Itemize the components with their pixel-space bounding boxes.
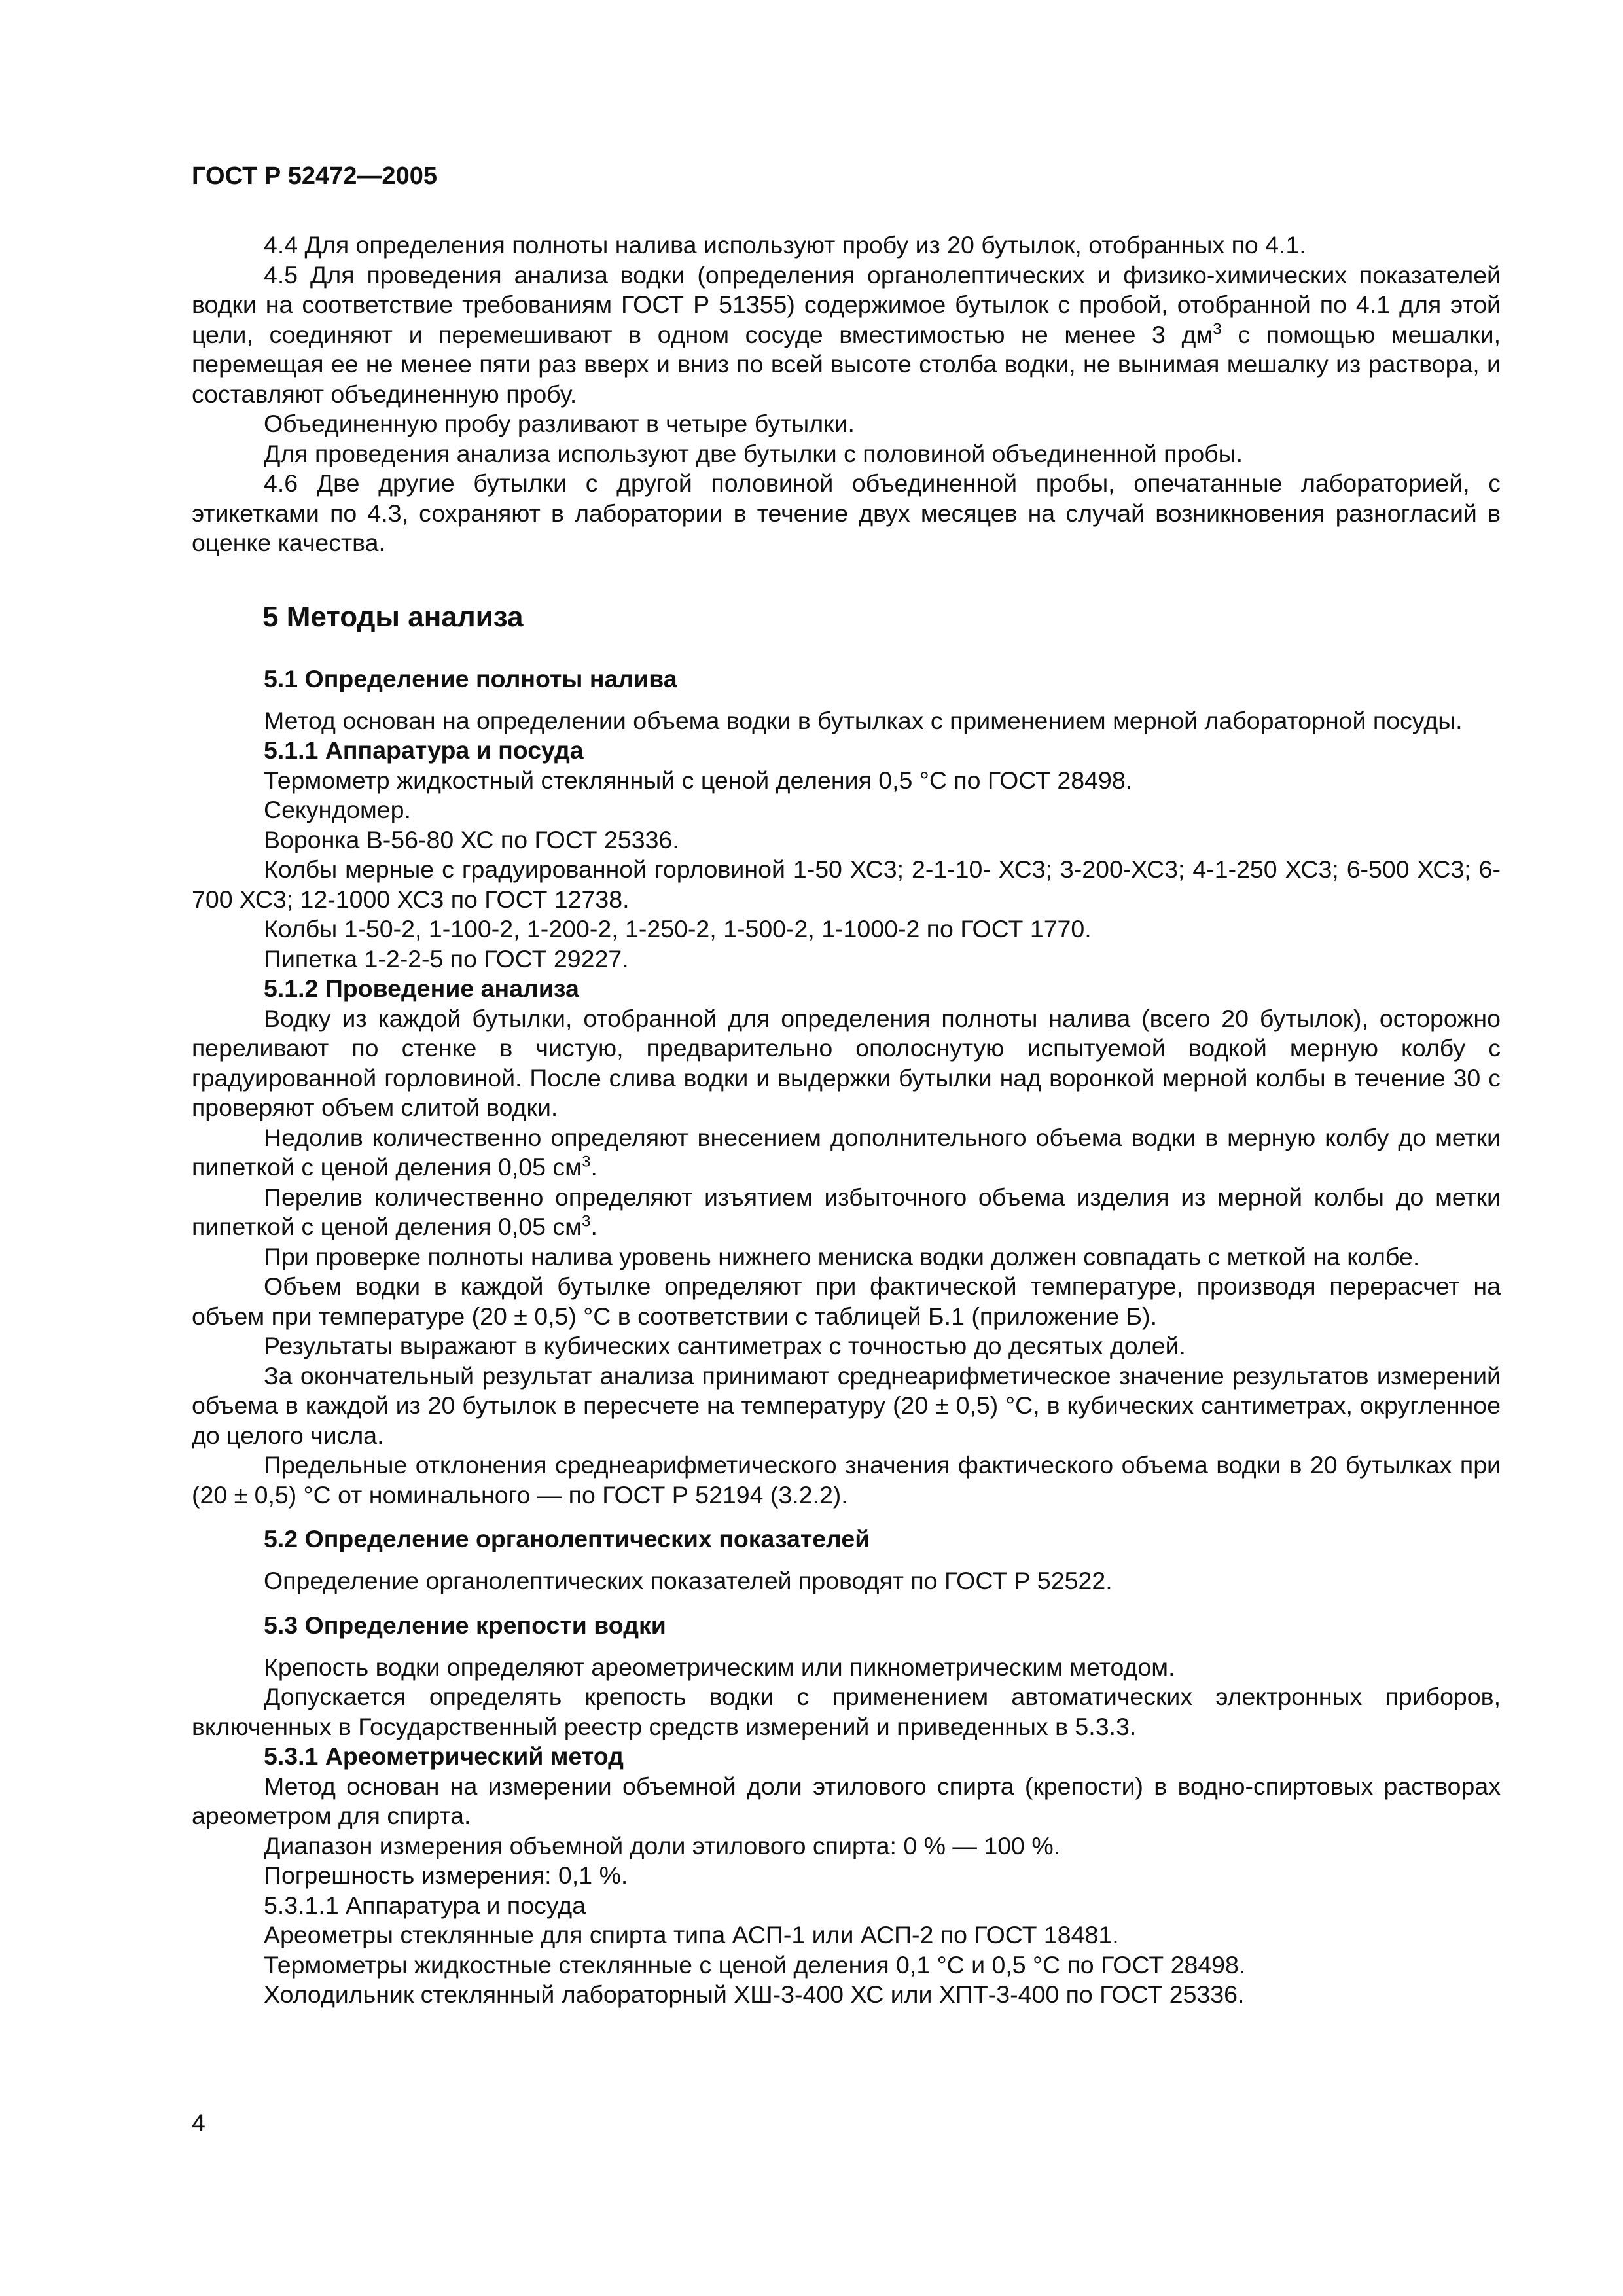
heading-5-3-1: 5.3.1 Ареометрический метод bbox=[264, 1742, 624, 1770]
page-number: 4 bbox=[192, 2109, 205, 2136]
period: . bbox=[590, 1153, 597, 1181]
paragraph-4-4: 4.4 Для определения полноты налива используют пробу из 20 бутылок, отобранных по 4.1. bbox=[264, 231, 1306, 259]
paragraph-5-1-2-b bbox=[192, 1123, 1501, 1183]
paragraph-4-6: 4.6 Две другие бутылки с другой половиной объединенной пробы, опечатанные лабораторией, с этикетками по 4.3, сохраняют в лаборатории в течение двух месяцев на случай возникновения разногласий в оценке качества. bbox=[192, 469, 1501, 556]
paragraph-5-1-2-d: При проверке полноты налива уровень нижнего мениска водки должен совпадать с меткой на колбе. bbox=[264, 1242, 1420, 1270]
equipment-item: Колбы мерные с градуированной горловиной 1-50 ХС3; 2-1-10- ХС3; 3-200-ХС3; 4-1-250 ХС3; 6-500 ХС3; 6-700 ХС3; 12-1000 ХС3 по ГОСТ 12738. bbox=[192, 855, 1501, 913]
paragraph-4-5 bbox=[192, 260, 1501, 410]
paragraph-5-1-2-b-text: Недолив количественно определяют внесением дополнительного объема водки в мерную колбу до метки пипеткой с ценой деления 0,05 см bbox=[192, 1123, 1501, 1181]
paragraph-5-3-1-b: Диапазон измерения объемной доли этилового спирта: 0 % — 100 %. bbox=[264, 1831, 1061, 1859]
paragraph-5-1-2-c-text: Перелив количественно определяют изъятием избыточного объема изделия из мерной колбы до метки пипеткой с ценой деления 0,05 см bbox=[192, 1183, 1501, 1240]
paragraph-5-3-1-c: Погрешность измерения: 0,1 %. bbox=[264, 1861, 628, 1889]
paragraph-5-2: Определение органолептических показателей проводят по ГОСТ Р 52522. bbox=[264, 1567, 1113, 1594]
subsection-heading-5-3: 5.3 Определение крепости водки bbox=[264, 1611, 666, 1639]
paragraph-4-5-tail: с помощью мешалки, перемещая ее не менее пяти раз вверх и вниз по всей высоте столба водки, не вынимая мешалку из раствора, и составляют объединенную пробу. bbox=[192, 320, 1501, 408]
subsection-heading-5-1: 5.1 Определение полноты налива bbox=[264, 664, 677, 692]
equipment-item: Колбы 1-50-2, 1-100-2, 1-200-2, 1-250-2, 1-500-2, 1-1000-2 по ГОСТ 1770. bbox=[264, 915, 1092, 942]
heading-5-1-2: 5.1.2 Проведение анализа bbox=[264, 975, 579, 1002]
paragraph-pour: Объединенную пробу разливают в четыре бутылки. bbox=[264, 410, 855, 437]
paragraph-5-1-intro: Метод основан на определении объема водки в бутылках с применением мерной лабораторной посуды. bbox=[264, 706, 1463, 734]
equipment-item: Пипетка 1-2-2-5 по ГОСТ 29227. bbox=[264, 944, 629, 973]
superscript: 3 bbox=[581, 1212, 591, 1230]
equipment-item: Секундомер. bbox=[264, 796, 411, 823]
period: . bbox=[590, 1213, 597, 1240]
paragraph-5-3-b: Допускается определять крепость водки с применением автоматических электронных приборов, включенных в Государственный реестр средств измерений и приведенных в 5.3.3. bbox=[192, 1683, 1501, 1740]
paragraph-5-3-a: Крепость водки определяют ареометрическим или пикнометрическим методом. bbox=[264, 1653, 1175, 1681]
superscript: 3 bbox=[581, 1153, 591, 1171]
document-body bbox=[192, 230, 1501, 2010]
equipment-item: Ареометры стеклянные для спирта типа АСП-1 или АСП-2 по ГОСТ 18481. bbox=[264, 1921, 1119, 1948]
equipment-item: Воронка В-56-80 ХС по ГОСТ 25336. bbox=[264, 825, 679, 853]
document-header: ГОСТ Р 52472—2005 bbox=[192, 162, 437, 190]
paragraph-5-1-2-e: Объем водки в каждой бутылке определяют при фактической температуре, производя перерасчет на объем при температуре (20 ± 0,5) °С в соответствии с таблицей Б.1 (приложение Б). bbox=[192, 1272, 1501, 1330]
heading-5-1-1: 5.1.1 Аппаратура и посуда bbox=[264, 736, 584, 764]
paragraph-5-1-2-f: Результаты выражают в кубических сантиметрах с точностью до десятых долей. bbox=[264, 1332, 1186, 1359]
equipment-item: Термометр жидкостный стеклянный с ценой деления 0,5 °С по ГОСТ 28498. bbox=[264, 766, 1133, 794]
superscript: 3 bbox=[1213, 320, 1222, 338]
paragraph-5-1-2-c bbox=[192, 1183, 1501, 1242]
heading-5-3-1-1: 5.3.1.1 Аппаратура и посуда bbox=[264, 1891, 586, 1919]
paragraph-4-5-text: 4.5 Для проведения анализа водки (определения органолептических и физико-химических показателей водки на соответствие требованиям ГОСТ Р 51355) содержимое бутылок с пробой, отобранной по 4.1 для этой цели, соединяют и перемешивают в одном сосуде вместимостью не менее 3 дм bbox=[192, 260, 1501, 348]
equipment-item: Холодильник стеклянный лабораторный ХШ-3-400 ХС или ХПТ-3-400 по ГОСТ 25336. bbox=[264, 1981, 1245, 2008]
equipment-item: Термометры жидкостные стеклянные с ценой деления 0,1 °С и 0,5 °С по ГОСТ 28498. bbox=[264, 1950, 1246, 1979]
section-heading-5: 5 Методы анализа bbox=[262, 600, 524, 633]
paragraph-5-1-2-h: Предельные отклонения среднеарифметического значения фактического объема водки в 20 бутылках при (20 ± 0,5) °С от номинального — по ГОСТ Р 52194 (3.2.2). bbox=[192, 1451, 1501, 1509]
paragraph-two-bottles: Для проведения анализа используют две бутылки с половиной объединенной пробы. bbox=[264, 439, 1243, 467]
subsection-heading-5-2: 5.2 Определение органолептических показателей bbox=[264, 1525, 870, 1552]
paragraph-5-3-1-a: Метод основан на измерении объемной доли этилового спирта (крепости) в водно-спиртовых растворах ареометром для спирта. bbox=[192, 1772, 1501, 1829]
paragraph-5-1-2-a: Водку из каждой бутылки, отобранной для определения полноты налива (всего 20 бутылок), осторожно переливают по стенке в чистую, предварительно ополоснутую испытуемой водкой мерную колбу с градуированной горловиной. После слива водки и выдержки бутылки над воронкой мерной колбы в течение 30 с проверяют объем слитой водки. bbox=[192, 1004, 1501, 1121]
paragraph-5-1-2-g: За окончательный результат анализа принимают среднеарифметическое значение результатов измерений объема в каждой из 20 бутылок в пересчете на температуру (20 ± 0,5) °С, в кубических сантиметрах, округленное до целого числа. bbox=[192, 1361, 1501, 1449]
